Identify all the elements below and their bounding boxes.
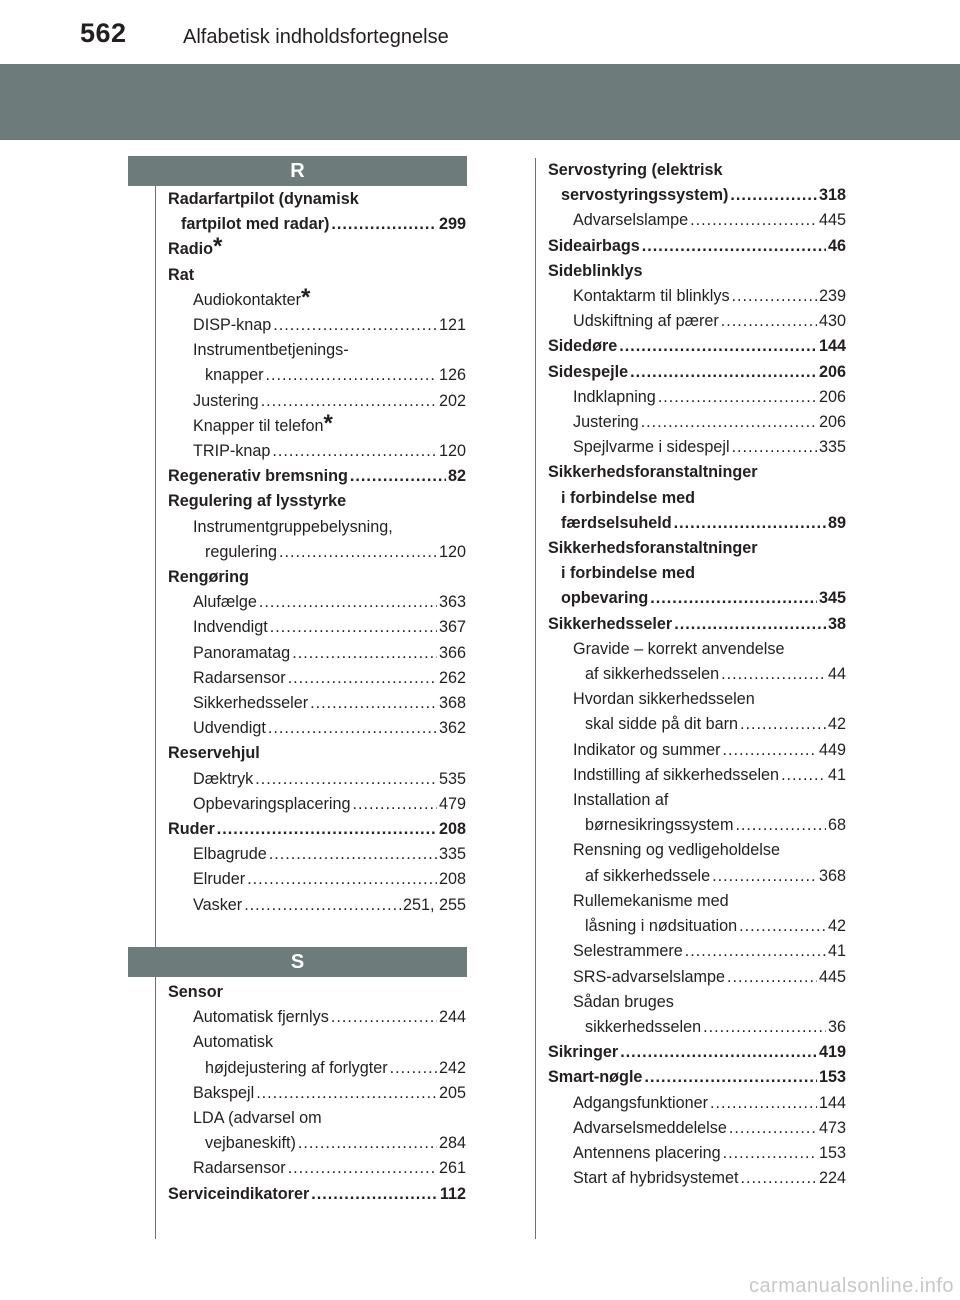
index-entry-page: 251, 255 [402,895,466,914]
dot-leader [311,1182,438,1207]
index-entry-text: Elruder [193,870,246,889]
index-entry-text: Justering [193,391,259,410]
index-entry-page: 299 [438,215,466,234]
index-entry [548,687,846,712]
dot-leader [723,1141,817,1166]
index-entry [168,842,466,867]
page-number: 562 [80,18,127,48]
index-entry [548,838,846,863]
index-entry [548,965,846,990]
index-entry-page: 368 [438,694,466,713]
index-entry [548,1091,846,1116]
index-entry-text: Antennens placering [573,1143,721,1162]
dot-leader [729,1116,817,1141]
index-entry-page: 120 [438,542,466,561]
dot-leader [259,590,437,615]
index-entry [548,1015,846,1040]
dot-leader [255,767,437,792]
index-entry-text: Sådan bruges [573,992,674,1011]
index-entry-text: Gravide – korrekt anvendelse [573,639,785,658]
dot-leader [217,817,437,842]
index-entry-text: Rullemekanisme med [573,891,729,910]
index-entry-text: Dæktryk [193,769,254,788]
index-entry-text: Justering [573,413,639,432]
index-entry [168,1030,466,1055]
index-entry [548,990,846,1015]
index-entry-page: 206 [818,362,846,381]
dot-leader [266,363,437,388]
index-entry [548,637,846,662]
dot-leader [721,309,817,334]
index-entry-text: Indklapning [573,387,656,406]
index-entry [548,511,846,536]
dot-leader [735,813,826,838]
index-entry-text: højdejustering af forlygter [205,1058,388,1077]
dot-leader [288,1156,437,1181]
index-entry [168,1056,466,1081]
index-entry-page: 242 [438,1058,466,1077]
index-entry-text: Servostyring (elektrisk [548,161,723,179]
index-entry [548,813,846,838]
index-entry [548,939,846,964]
index-entry [548,1040,846,1065]
index-entry-text: Installation af [573,791,669,810]
index-entry [548,284,846,309]
index-column-s [168,980,466,1207]
index-entry-page: 479 [438,794,466,813]
index-entry [168,792,466,817]
index-entry [168,1182,466,1207]
index-entry-text: Indikator og summer [573,740,721,759]
index-entry-page: 121 [438,316,466,335]
dot-leader [723,738,817,763]
index-entry-text: Radarsensor [193,668,286,687]
dot-leader [390,1056,437,1081]
index-entry-page: 46 [827,236,846,255]
index-entry [548,712,846,737]
index-entry-text: LDA (advarsel om [193,1109,322,1128]
dot-leader [739,914,826,939]
dot-leader [619,334,817,359]
index-entry-page: 206 [818,413,846,432]
index-entry [168,741,466,766]
index-entry-page: 120 [438,442,466,461]
dot-leader [298,1131,437,1156]
index-entry-text: Spejlvarme i sidespejl [573,438,730,457]
index-entry-page: 367 [438,618,466,637]
index-entry-text: Radarfartpilot (dynamisk [168,190,359,208]
index-entry-page: 362 [438,719,466,738]
index-entry-text: opbevaring [561,589,649,608]
index-entry-text: Opbevaringsplacering [193,794,351,813]
index-entry-page: 318 [818,186,846,205]
dot-leader [741,1166,817,1191]
dot-leader [279,540,437,565]
index-entry-text: regulering [205,542,277,561]
dot-leader [674,612,826,637]
index-entry-page: 42 [827,917,846,936]
index-entry-page: 445 [818,967,846,986]
dot-leader [658,385,817,410]
dot-leader [685,939,826,964]
index-entry-text: Start af hybridsystemet [573,1169,739,1188]
index-entry-page: 208 [438,820,466,839]
index-entry-page: 224 [818,1169,846,1188]
index-entry-page: 126 [438,366,466,385]
index-entry-page: 345 [818,589,846,608]
index-entry-page: 68 [827,816,846,835]
dot-leader [288,666,437,691]
dot-leader [650,586,817,611]
index-entry-text: Sikkerhedsforanstaltninger [548,463,758,482]
dot-leader [620,1040,817,1065]
index-entry-text: Selestrammere [573,942,683,961]
index-entry-text: Sidespejle [548,362,629,381]
index-entry [548,460,846,485]
index-entry-text: Ruder [168,820,215,839]
index-entry-page: 261 [438,1159,466,1178]
index-entry [548,612,846,637]
section-letter-s: S [128,947,467,977]
dot-leader [292,641,437,666]
index-entry-page: 366 [438,643,466,662]
dot-leader [630,360,817,385]
index-entry-text: knapper [205,366,264,385]
index-entry-text: Vasker [193,895,243,914]
index-entry-page: 36 [827,1017,846,1036]
index-entry [548,561,846,586]
index-entry-page: 430 [818,312,846,331]
dot-leader [730,183,817,208]
index-entry-page: 284 [438,1134,466,1153]
index-entry-text: Rengøring [168,568,249,587]
index-entry-text: Reservehjul [168,744,260,763]
index-entry-text: Sidedøre [548,337,618,356]
index-entry [548,309,846,334]
index-entry-text: Bakspejl [193,1083,255,1102]
dot-leader [690,208,817,233]
index-entry-text: af sikkerhedssele [585,866,711,885]
index-entry [548,360,846,385]
index-entry-text: servostyringssystem) [561,186,729,205]
index-entry [168,767,466,792]
index-entry-text: Sikkerhedsseler [193,694,309,713]
index-entry [168,641,466,666]
index-entry [548,914,846,939]
index-entry [168,716,466,741]
index-entry-text: Advarselslampe [573,211,689,230]
index-entry [168,615,466,640]
index-entry-page: 112 [439,1184,466,1203]
index-entry [168,540,466,565]
index-entry-text: Alufælge [193,593,257,612]
index-entry-page: 419 [818,1043,846,1062]
index-column-r [168,187,466,918]
dot-leader [732,284,817,309]
index-entry-text: SRS-advarselslampe [573,967,726,986]
watermark: carmanualsonline.info [748,1275,954,1297]
index-entry [548,536,846,561]
index-entry [548,410,846,435]
index-entry-text: Sikkerhedsforanstaltninger [548,539,758,558]
index-entry-page: 449 [818,740,846,759]
index-entry [548,234,846,259]
dot-leader [261,389,437,414]
index-entry [168,363,466,388]
index-entry-text: Sensor [168,983,223,1001]
index-entry-page: 335 [438,845,466,864]
index-entry [548,763,846,788]
index-entry-text: skal sidde på dit barn [585,715,738,734]
index-entry [168,565,466,590]
index-entry-text: vejbaneskift) [205,1134,296,1153]
index-entry [168,489,466,514]
section-letter-r: R [128,156,467,186]
index-entry-text: Sideairbags [548,236,640,255]
index-entry-page: 82 [447,467,466,486]
index-entry-page: 206 [818,387,846,406]
index-entry-text: Udvendigt [193,719,266,738]
index-entry [548,586,846,611]
index-entry-page: 244 [438,1008,466,1027]
index-entry-page: 368 [818,866,846,885]
dot-leader [703,1015,826,1040]
index-entry-page: 89 [827,513,846,532]
index-entry-text: Audiokontakter [193,290,301,309]
index-entry-page: 239 [818,287,846,306]
index-column-right [548,158,846,1191]
index-entry [548,334,846,359]
dot-leader [721,662,826,687]
dot-leader [331,1005,437,1030]
index-entry-text: børnesikringssystem [585,816,734,835]
index-entry [548,1141,846,1166]
index-entry [168,980,466,1005]
index-entry-page: 445 [818,211,846,230]
dot-leader [710,1091,817,1116]
index-entry [168,187,466,212]
index-entry-page: 41 [827,765,846,784]
index-entry-page: 153 [818,1143,846,1162]
index-entry: Audiokontakter * [168,288,466,313]
dot-leader [269,842,437,867]
dot-leader [644,1065,817,1090]
index-entry-page: 44 [827,665,846,684]
index-entry [168,893,466,918]
index-entry-page: 208 [438,870,466,889]
dot-leader [244,893,401,918]
index-entry-page: 335 [818,438,846,457]
dot-leader [256,1081,437,1106]
index-entry [548,788,846,813]
index-entry [548,183,846,208]
index-entry [548,208,846,233]
index-entry [548,259,846,284]
index-entry-text: Rat [168,265,195,284]
index-entry-text: færdselsuheld [561,513,672,532]
index-entry [168,464,466,489]
index-entry-page: 363 [438,593,466,612]
index-entry-page: 144 [818,337,846,356]
index-entry-text: Advarselsmeddelelse [573,1118,727,1137]
index-entry [548,158,846,183]
index-entry [168,338,466,363]
dot-leader [272,439,437,464]
index-entry [548,486,846,511]
index-entry-text: Automatisk fjernlys [193,1008,329,1027]
index-entry [168,666,466,691]
dot-leader [247,867,437,892]
index-entry-page: 262 [438,668,466,687]
dot-leader [641,410,817,435]
dot-leader [331,212,437,237]
index-entry [548,864,846,889]
dot-leader [732,435,817,460]
index-entry [548,1116,846,1141]
index-entry-page: 202 [438,391,466,410]
column-rule-right [535,158,536,1239]
dot-leader [310,691,437,716]
index-entry-text: af sikkerhedsselen [585,665,720,684]
index-entry-text: Automatisk [193,1033,274,1052]
index-entry [548,1166,846,1191]
index-entry-page: 144 [818,1093,846,1112]
index-entry-text: låsning i nødsituation [585,917,738,936]
index-entry-text: Udskiftning af pærer [573,312,719,331]
index-entry-text: Radarsensor [193,1159,286,1178]
dot-leader [352,792,437,817]
index-entry-page: 205 [438,1083,466,1102]
index-entry-text: i forbindelse med [561,564,696,583]
dot-leader [727,965,817,990]
index-entry [548,435,846,460]
index-entry-text: TRIP-knap [193,442,271,461]
index-entry-text: fartpilot med radar) [181,215,330,234]
dot-leader [270,615,437,640]
index-entry [168,1156,466,1181]
index-entry-text: Regulering af lysstyrke [168,492,347,511]
index-entry-text: Smart-nøgle [548,1068,643,1087]
index-entry-page: 153 [818,1068,846,1087]
index-entry-page: 41 [827,942,846,961]
dot-leader [712,864,817,889]
dot-leader [273,313,437,338]
index-entry-text: Sideblinklys [548,261,643,280]
dot-leader [674,511,826,536]
index-entry [168,1005,466,1030]
dot-leader [740,712,826,737]
index-entry-text: Kontaktarm til blinklys [573,287,730,306]
index-entry-text: Rensning og vedligeholdelse [573,841,780,860]
index-entry: Knapper til telefon * [168,414,466,439]
index-entry-page: 42 [827,715,846,734]
index-entry [548,889,846,914]
index-entry [168,313,466,338]
page-title: Alfabetisk indholdsfortegnelse [183,26,449,48]
index-entry: Radio * [168,237,466,262]
index-entry [168,1081,466,1106]
index-entry-text: i forbindelse med [561,488,696,507]
index-entry-text: Elbagrude [193,845,267,864]
dot-leader [268,716,437,741]
index-entry-text: Radio [168,240,213,259]
index-entry-page: 38 [827,614,846,633]
index-entry [168,515,466,540]
index-entry [168,263,466,288]
dot-leader [642,234,826,259]
index-entry-text: Instrumentbetjenings- [193,341,349,360]
index-entry-text: Instrumentgruppebelysning, [193,517,393,536]
index-entry-text: Hvordan sikkerhedsselen [573,690,755,709]
index-entry-text: Sikkerhedsseler [548,614,673,633]
index-entry-text: Sikringer [548,1043,619,1062]
index-entry-text: DISP-knap [193,316,272,335]
header-band [0,64,960,140]
index-entry [168,1131,466,1156]
index-entry [548,385,846,410]
index-entry-text: Panoramatag [193,643,291,662]
index-entry [168,691,466,716]
index-entry [168,389,466,414]
index-entry-text: Indstilling af sikkerhedsselen [573,765,780,784]
index-entry [168,867,466,892]
dot-leader [781,763,826,788]
dot-leader [350,464,446,489]
index-entry [548,662,846,687]
index-entry-text: Serviceindikatorer [168,1184,310,1203]
index-entry [168,817,466,842]
index-entry-text: Regenerativ bremsning [168,467,348,486]
index-entry [548,738,846,763]
column-rule-left [155,186,156,1239]
index-entry-text: Adgangsfunktioner [573,1093,708,1112]
index-entry-page: 535 [438,769,466,788]
index-entry-text: sikkerhedsselen [585,1017,702,1036]
index-entry-text: Indvendigt [193,618,268,637]
index-entry [168,439,466,464]
index-entry [548,1065,846,1090]
index-entry-page: 473 [818,1118,846,1137]
index-entry [168,1106,466,1131]
index-entry [168,590,466,615]
index-entry-text: Knapper til telefon [193,416,324,435]
